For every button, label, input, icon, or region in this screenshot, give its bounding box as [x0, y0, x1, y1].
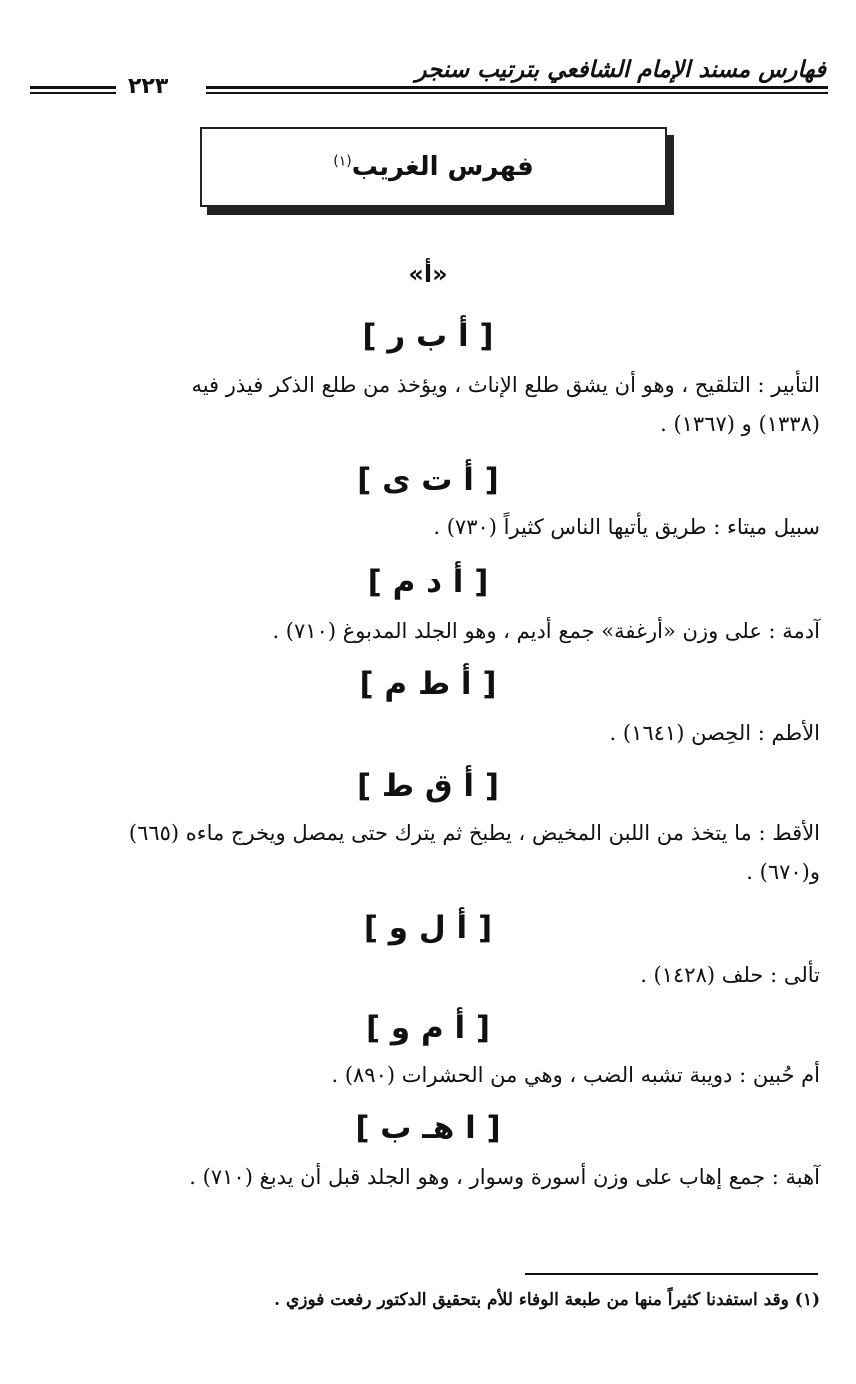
- entry-line: أم حُبين : دويبة تشبه الضب ، وهي من الحشرات (٨٩٠) .: [331, 1063, 820, 1087]
- entry-line: سبيل ميتاء : طريق يأتيها الناس كثيراً (٧٣٠) .: [433, 515, 820, 539]
- running-title: فهارس مسند الإمام الشافعي بترتيب سنجر: [415, 56, 826, 83]
- entry-line: (١٣٣٨) و (١٣٦٧) .: [660, 412, 820, 436]
- letter-heading: «أ»: [408, 260, 448, 288]
- entry-line: آهبة : جمع إهاب على وزن أسورة وسوار ، وهو الجلد قبل أن يدبغ (٧١٠) .: [189, 1165, 820, 1189]
- root-heading: [ أ ل و ]: [363, 910, 493, 946]
- root-heading: [ ا هـ ب ]: [355, 1110, 501, 1146]
- footnote: (١) وقد استفدنا كثيراً منها من طبعة الوفاء للأم بتحقيق الدكتور رفعت فوزي .: [274, 1290, 820, 1310]
- root-heading: [ أ ت ى ]: [357, 462, 499, 498]
- entry-line: الأقط : ما يتخذ من اللبن المخيض ، يطبخ ثم يترك حتى يمصل ويخرج ماءه (٦٦٥): [128, 821, 820, 845]
- header-rule-right: [206, 86, 828, 94]
- entry-text: [36, 612, 820, 651]
- entry-text: [36, 956, 820, 995]
- index-title-box: [200, 127, 667, 207]
- index-title: [333, 152, 534, 182]
- root-heading: [ أ ط م ]: [359, 666, 497, 702]
- page-number: ٢٢٣: [128, 74, 169, 99]
- footnote-rule: [525, 1273, 818, 1275]
- footnote-marker: (١): [333, 153, 352, 170]
- entry-text: [36, 366, 820, 444]
- root-heading: [ أ د م ]: [367, 564, 489, 600]
- header-rule-left: [30, 86, 116, 94]
- entry-line: و(٦٧٠) .: [746, 860, 820, 884]
- entry-text: [36, 714, 820, 753]
- root-heading: [ أ ب ر ]: [362, 318, 494, 354]
- entry-text: [36, 508, 820, 547]
- entry-text: [36, 1056, 820, 1095]
- entry-text: [36, 814, 820, 892]
- entry-line: تألى : حلف (١٤٢٨) .: [640, 963, 820, 987]
- entry-line: الأطم : الحِصن (١٦٤١) .: [609, 721, 820, 745]
- entry-line: التأبير : التلقيح ، وهو أن يشق طلع الإناث ، ويؤخذ من طلع الذكر فيذر فيه: [191, 373, 820, 397]
- root-heading: [ أ ق ط ]: [356, 768, 500, 804]
- entry-text: [36, 1158, 820, 1197]
- root-heading: [ أ م و ]: [365, 1010, 491, 1046]
- index-title-text: فهرس الغريب: [351, 152, 534, 182]
- entry-line: آدمة : على وزن «أرغفة» جمع أديم ، وهو الجلد المدبوغ (٧١٠) .: [272, 619, 820, 643]
